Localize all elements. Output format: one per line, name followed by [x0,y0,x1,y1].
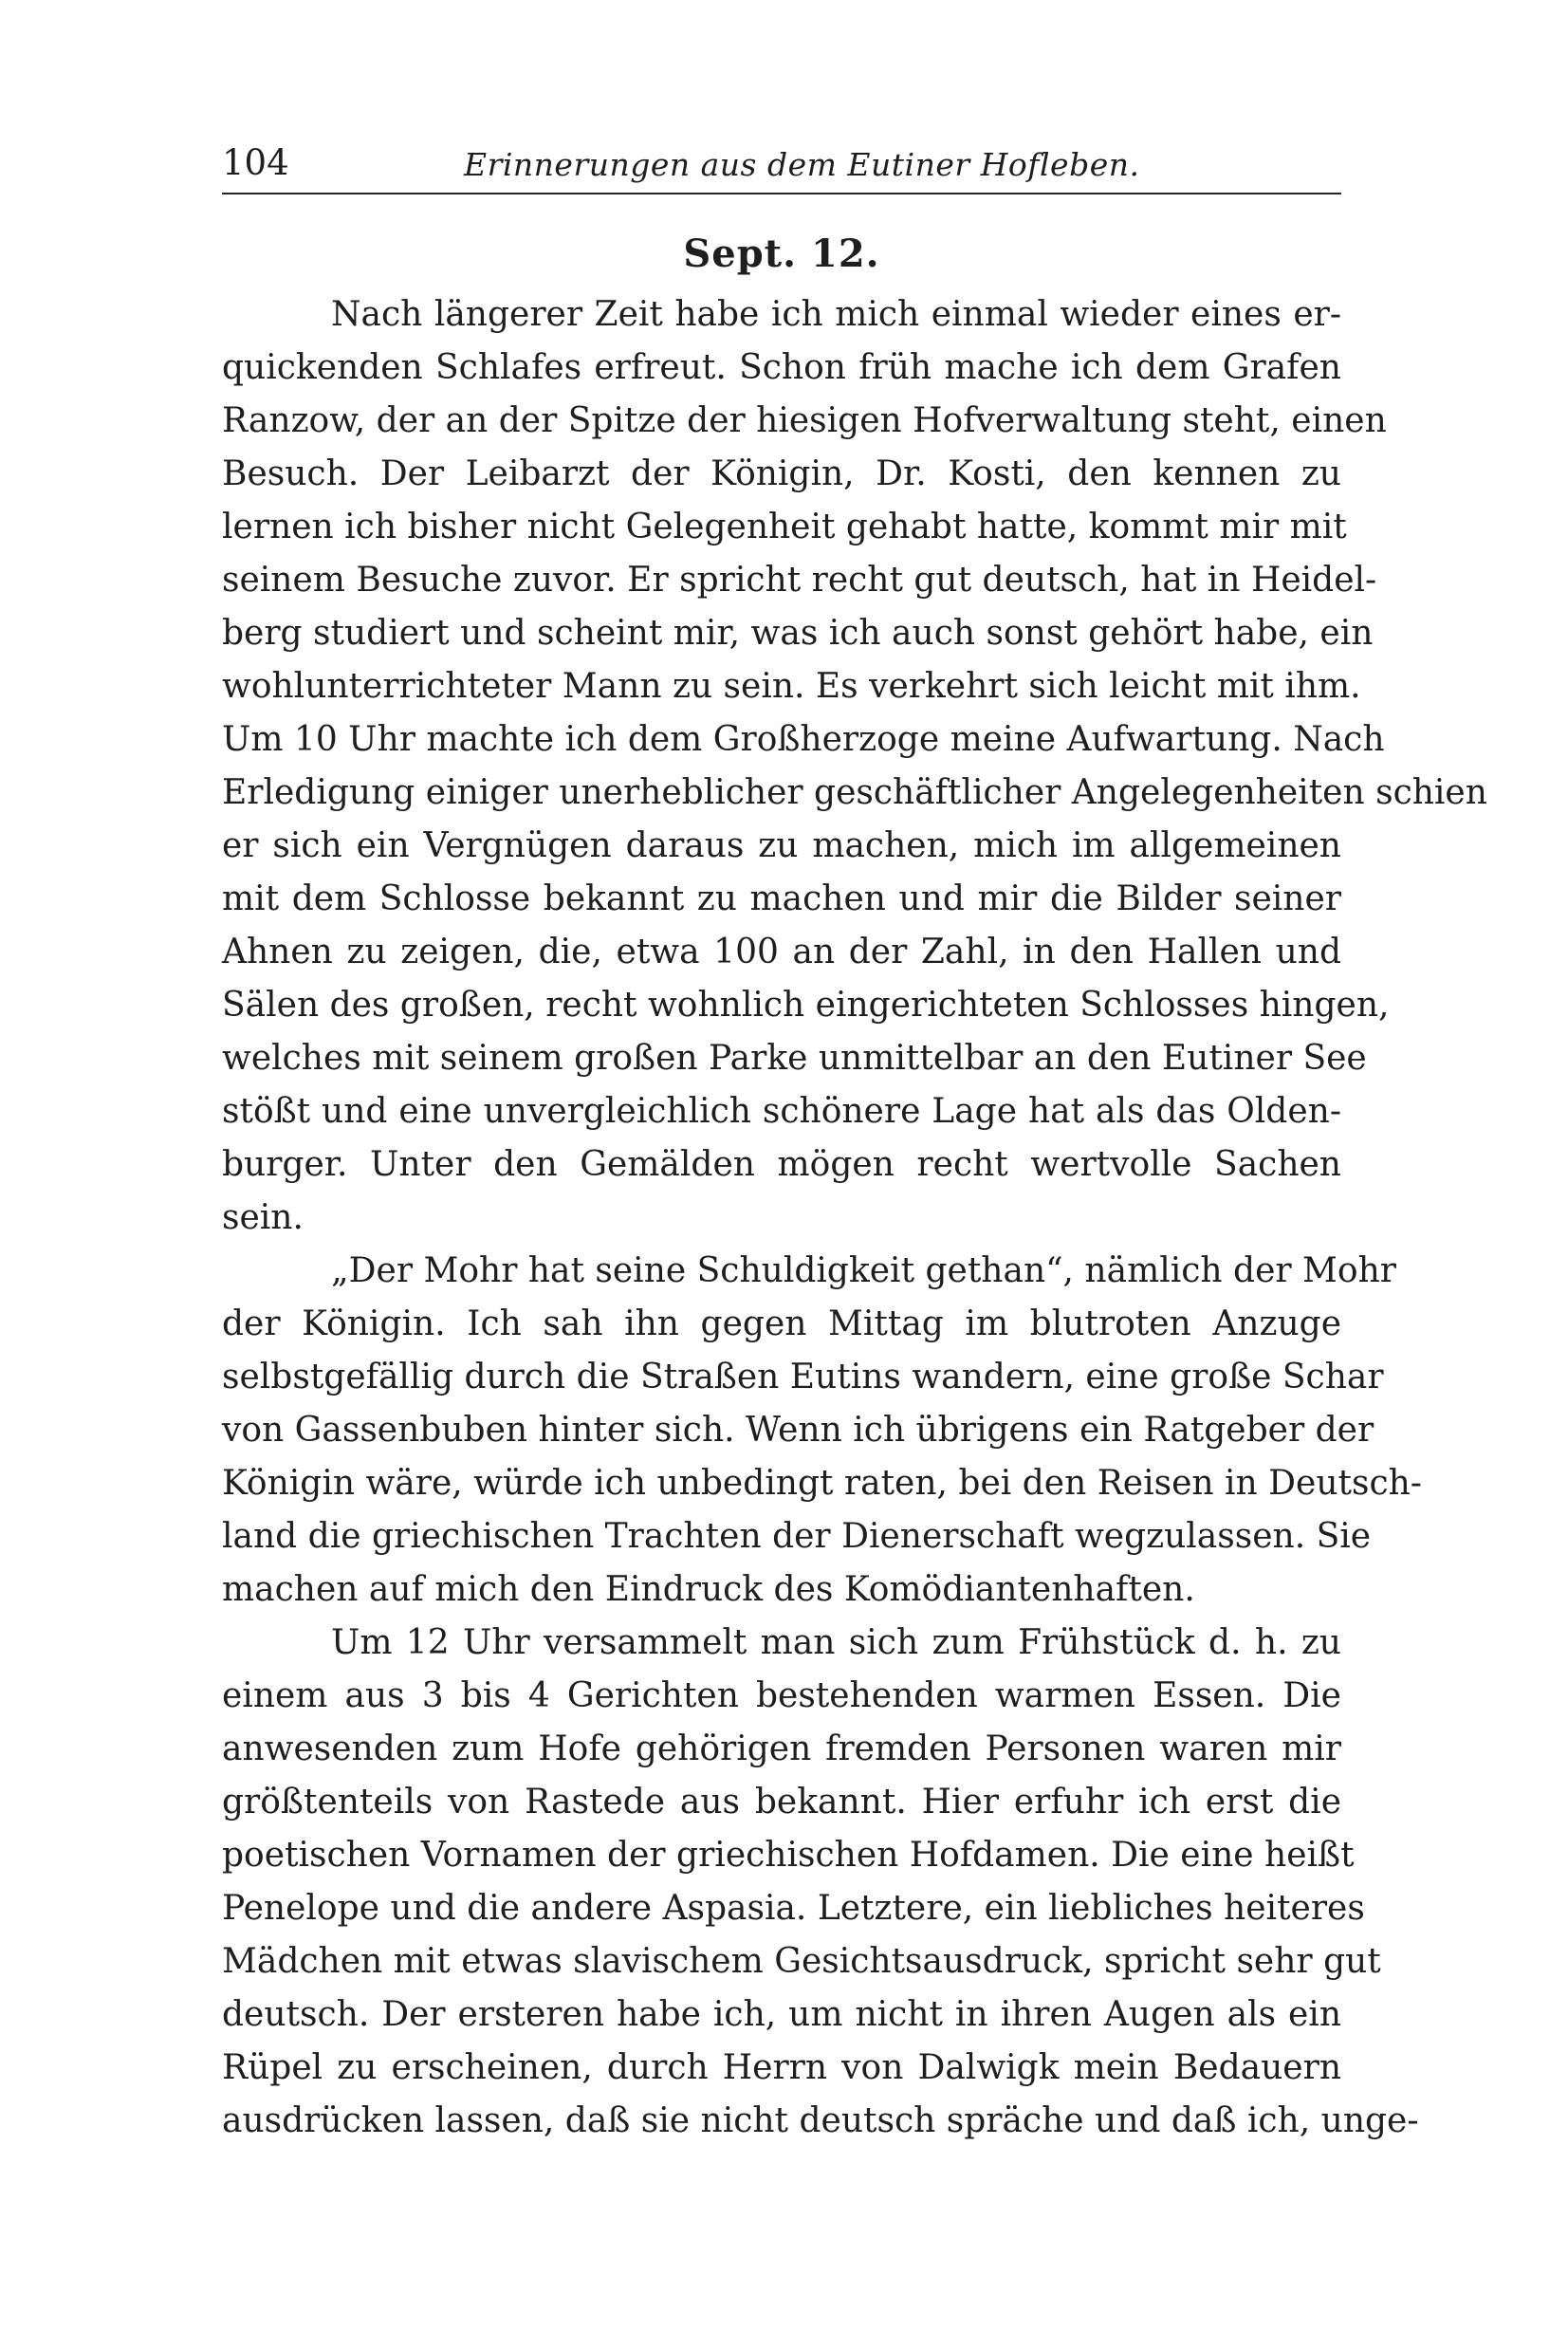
page-number: 104 [222,142,289,183]
text-line: Besuch. Der Leibarzt der Königin, Dr. Kosti, den kennen zu [222,454,1341,493]
text-line: quickenden Schlafes erfreut. Schon früh mache ich dem Grafen [222,348,1341,387]
text-line: stößt und eine unvergleichlich schönere Lage hat als das Olden- [222,1092,1341,1131]
text-line: er sich ein Vergnügen daraus zu machen, mich im allgemeinen [222,826,1341,865]
text-line: Erledigung einiger unerheblicher geschäftlicher Angelegenheiten schien [222,773,1487,812]
text-line: machen auf mich den Eindruck des Komödiantenhaften. [222,1570,1195,1609]
text-line: lernen ich bisher nicht Gelegenheit gehabt hatte, kommt mir mit [222,508,1347,546]
text-line: Um 12 Uhr versammelt man sich zum Frühstück d. h. zu [331,1623,1341,1662]
body-text [222,288,1487,2148]
text-line: Mädchen mit etwas slavischem Gesichtsausdruck, spricht sehr gut [222,1942,1381,1981]
text-line: selbstgefällig durch die Straßen Eutins wandern, eine große Schar [222,1358,1384,1396]
text-line: berg studiert und scheint mir, was ich auch sonst gehört habe, ein [222,614,1374,653]
header-rule [222,193,1341,194]
text-line: sein. [222,1198,304,1237]
running-head [222,142,1341,190]
text-line: Ranzow, der an der Spitze der hiesigen Hofverwaltung steht, einen [222,401,1387,440]
text-line: burger. Unter den Gemälden mögen recht wertvolle Sachen [222,1145,1341,1184]
text-line: Königin wäre, würde ich unbedingt raten, bei den Reisen in Deutsch- [222,1464,1422,1503]
text-line: Rüpel zu erscheinen, durch Herrn von Dalwigk mein Bedauern [222,2048,1341,2087]
running-title: Erinnerungen aus dem Eutiner Hofleben. [464,146,1140,183]
text-line: Um 10 Uhr machte ich dem Großherzoge meine Aufwartung. Nach [222,720,1385,759]
text-line: Nach längerer Zeit habe ich mich einmal wieder eines er- [331,295,1341,334]
text-line: „Der Mohr hat seine Schuldigkeit gethan“, nämlich der Mohr [331,1251,1396,1290]
section-heading: Sept. 12. [683,231,880,276]
text-line: welches mit seinem großen Parke unmittelbar an den Eutiner See [222,1039,1367,1078]
text-line: mit dem Schlosse bekannt zu machen und mir die Bilder seiner [222,879,1341,918]
text-line: anwesenden zum Hofe gehörigen fremden Personen waren mir [222,1729,1341,1768]
text-line: der Königin. Ich sah ihn gegen Mittag im blutroten Anzuge [222,1304,1341,1343]
text-line: größtenteils von Rastede aus bekannt. Hier erfuhr ich erst die [222,1783,1341,1821]
text-line: von Gassenbuben hinter sich. Wenn ich übrigens ein Ratgeber der [222,1411,1374,1450]
text-line: seinem Besuche zuvor. Er spricht recht gut deutsch, hat in Heidel- [222,561,1377,600]
text-line: einem aus 3 bis 4 Gerichten bestehenden warmen Essen. Die [222,1676,1341,1715]
text-line: Ahnen zu zeigen, die, etwa 100 an der Zahl, in den Hallen und [222,933,1341,971]
text-line: Sälen des großen, recht wohnlich eingerichteten Schlosses hingen, [222,986,1390,1025]
text-line: poetischen Vornamen der griechischen Hofdamen. Die eine heißt [222,1836,1355,1875]
text-line: wohlunterrichteter Mann zu sein. Es verkehrt sich leicht mit ihm. [222,667,1361,706]
text-line: Penelope und die andere Aspasia. Letztere, ein liebliches heiteres [222,1889,1365,1928]
text-line: deutsch. Der ersteren habe ich, um nicht in ihren Augen als ein [222,1995,1341,2034]
text-line: land die griechischen Trachten der Dienerschaft wegzulassen. Sie [222,1517,1372,1556]
text-line: ausdrücken lassen, daß sie nicht deutsch spräche und daß ich, unge- [222,2101,1419,2140]
